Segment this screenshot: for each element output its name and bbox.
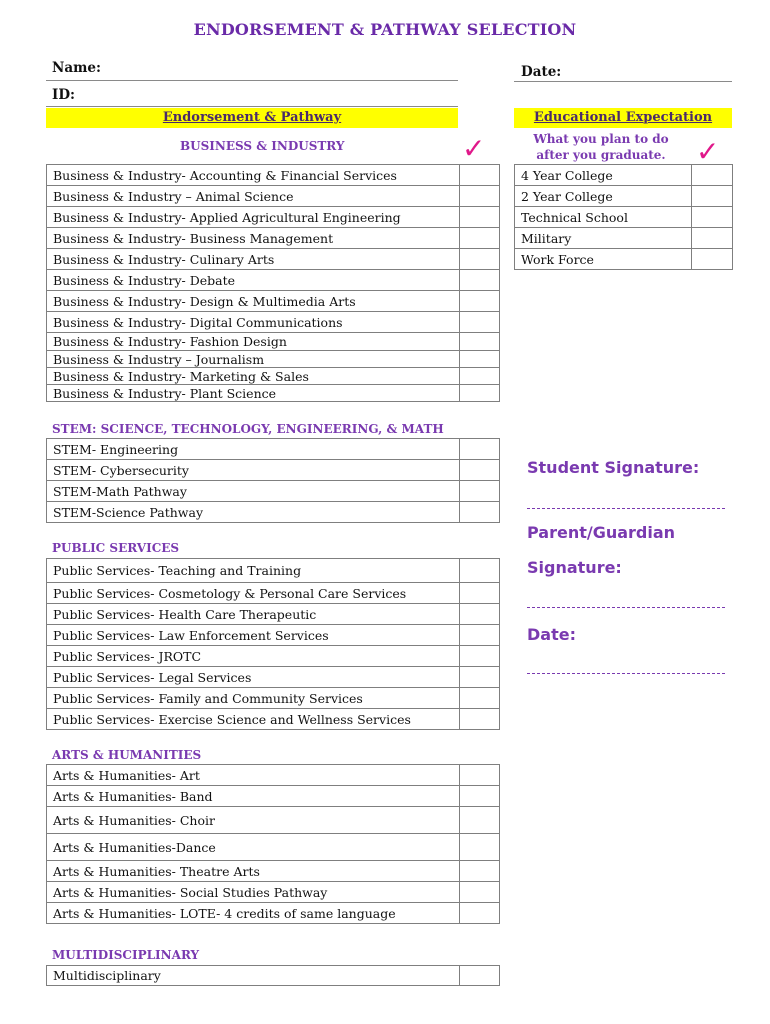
pathway-checkbox[interactable] xyxy=(460,625,500,646)
table-row xyxy=(47,807,500,834)
pathway-label: Public Services- Exercise Science and Wellness Services xyxy=(47,709,460,730)
pathway-checkbox[interactable] xyxy=(460,903,500,924)
signature-date-label: Date: xyxy=(527,625,576,644)
pathway-checkbox[interactable] xyxy=(460,583,500,604)
pathway-label: Business & Industry- Debate xyxy=(47,270,460,291)
parent-signature-label: Parent/Guardian xyxy=(527,523,676,542)
table-row xyxy=(47,786,500,807)
table-row xyxy=(515,186,733,207)
table-row xyxy=(515,165,733,186)
pathway-label: Business & Industry – Animal Science xyxy=(47,186,460,207)
pathway-checkbox[interactable] xyxy=(460,667,500,688)
table-row xyxy=(47,966,500,986)
expectation-label: Work Force xyxy=(515,249,692,270)
pathway-checkbox[interactable] xyxy=(460,807,500,834)
table-row xyxy=(47,559,500,583)
table-row xyxy=(47,667,500,688)
table-row xyxy=(47,834,500,861)
table-row xyxy=(47,481,500,502)
table-row xyxy=(47,186,500,207)
pathway-label: Business & Industry- Fashion Design xyxy=(47,333,460,351)
pathway-checkbox[interactable] xyxy=(460,186,500,207)
table-row xyxy=(47,688,500,709)
id-line[interactable] xyxy=(46,106,458,107)
expectation-subheading: What you plan to do after you graduate. xyxy=(533,132,669,162)
table-row xyxy=(47,765,500,786)
table-row xyxy=(47,460,500,481)
student-signature-line[interactable] xyxy=(527,508,725,509)
table-row xyxy=(47,333,500,351)
pathway-label: Arts & Humanities- Art xyxy=(47,765,460,786)
pathway-label: Public Services- Cosmetology & Personal Care Services xyxy=(47,583,460,604)
pathway-label: Business & Industry- Accounting & Financial Services xyxy=(47,165,460,186)
pathway-checkbox[interactable] xyxy=(460,559,500,583)
student-signature-label: Student Signature: xyxy=(527,458,700,477)
table-row xyxy=(47,270,500,291)
pathway-label: Arts & Humanities- Band xyxy=(47,786,460,807)
arts-table xyxy=(46,764,500,924)
table-row xyxy=(47,604,500,625)
pathway-label: Business & Industry- Business Management xyxy=(47,228,460,249)
pathway-checkbox[interactable] xyxy=(460,207,500,228)
pathway-label: Business & Industry- Digital Communications xyxy=(47,312,460,333)
pathway-checkbox[interactable] xyxy=(460,165,500,186)
pathway-checkbox[interactable] xyxy=(460,709,500,730)
pathway-checkbox[interactable] xyxy=(460,834,500,861)
pathway-label: Public Services- Legal Services xyxy=(47,667,460,688)
pathway-label: Multidisciplinary xyxy=(47,966,460,986)
pathway-checkbox[interactable] xyxy=(460,228,500,249)
table-row xyxy=(47,583,500,604)
pathway-label: STEM- Engineering xyxy=(47,439,460,460)
date-label: Date: xyxy=(521,64,562,80)
multidisciplinary-table xyxy=(46,965,500,986)
pathway-checkbox[interactable] xyxy=(460,351,500,368)
business-heading: BUSINESS & INDUSTRY xyxy=(180,139,345,153)
pathway-checkbox[interactable] xyxy=(460,481,500,502)
table-row xyxy=(515,228,733,249)
table-row xyxy=(515,249,733,270)
pathway-checkbox[interactable] xyxy=(460,270,500,291)
expectation-checkbox[interactable] xyxy=(692,186,733,207)
date-line[interactable] xyxy=(514,81,732,82)
business-table xyxy=(46,164,500,402)
pathway-checkbox[interactable] xyxy=(460,439,500,460)
pathway-label: Business & Industry- Applied Agricultural Engineering xyxy=(47,207,460,228)
pathway-label: STEM-Science Pathway xyxy=(47,502,460,523)
table-row xyxy=(47,385,500,402)
table-row xyxy=(47,646,500,667)
pathway-label: Business & Industry- Design & Multimedia Arts xyxy=(47,291,460,312)
expectation-checkbox[interactable] xyxy=(692,165,733,186)
table-row xyxy=(47,312,500,333)
pathway-checkbox[interactable] xyxy=(460,333,500,351)
pathway-label: Arts & Humanities- Theatre Arts xyxy=(47,861,460,882)
parent-signature-label-2: Signature: xyxy=(527,558,622,577)
pathway-label: Public Services- Family and Community Services xyxy=(47,688,460,709)
expectation-checkbox[interactable] xyxy=(692,249,733,270)
expectation-label: Military xyxy=(515,228,692,249)
arts-heading: ARTS & HUMANITIES xyxy=(52,748,202,762)
pathway-checkbox[interactable] xyxy=(460,460,500,481)
stem-heading: STEM: SCIENCE, TECHNOLOGY, ENGINEERING, & MATH xyxy=(52,422,444,436)
public-services-heading: PUBLIC SERVICES xyxy=(52,541,180,555)
name-line[interactable] xyxy=(46,80,458,81)
table-row xyxy=(47,291,500,312)
pathway-label: Arts & Humanities- Choir xyxy=(47,807,460,834)
expectation-header: Educational Expectation xyxy=(514,108,732,128)
table-row xyxy=(47,882,500,903)
pathway-label: Arts & Humanities-Dance xyxy=(47,834,460,861)
pathway-label: Business & Industry- Culinary Arts xyxy=(47,249,460,270)
pathway-checkbox[interactable] xyxy=(460,291,500,312)
pathway-label: Business & Industry – Journalism xyxy=(47,351,460,368)
table-row xyxy=(515,207,733,228)
pathway-checkbox[interactable] xyxy=(460,966,500,986)
name-label: Name: xyxy=(52,60,101,76)
pathway-label: Public Services- Health Care Therapeutic xyxy=(47,604,460,625)
expectation-label: 2 Year College xyxy=(515,186,692,207)
signature-date-line[interactable] xyxy=(527,673,725,674)
pathway-label: Public Services- Law Enforcement Services xyxy=(47,625,460,646)
table-row xyxy=(47,709,500,730)
pathway-checkbox[interactable] xyxy=(460,312,500,333)
pathway-checkbox[interactable] xyxy=(460,646,500,667)
table-row xyxy=(47,903,500,924)
table-row xyxy=(47,625,500,646)
public-services-table xyxy=(46,558,500,730)
table-row xyxy=(47,207,500,228)
pathway-label: Public Services- JROTC xyxy=(47,646,460,667)
page-title: ENDORSEMENT & PATHWAY SELECTION xyxy=(193,20,577,39)
pathway-label: Arts & Humanities- Social Studies Pathway xyxy=(47,882,460,903)
table-row xyxy=(47,861,500,882)
pathway-checkbox[interactable] xyxy=(460,502,500,523)
pathway-label: STEM- Cybersecurity xyxy=(47,460,460,481)
pathway-checkbox[interactable] xyxy=(460,882,500,903)
multidisciplinary-heading: MULTIDISCIPLINARY xyxy=(52,948,200,962)
pathway-label: Business & Industry- Marketing & Sales xyxy=(47,368,460,385)
pathway-label: STEM-Math Pathway xyxy=(47,481,460,502)
expectation-label: 4 Year College xyxy=(515,165,692,186)
expectation-checkbox[interactable] xyxy=(692,228,733,249)
table-row xyxy=(47,368,500,385)
expectation-label: Technical School xyxy=(515,207,692,228)
table-row xyxy=(47,228,500,249)
checkmark-icon: ✓ xyxy=(462,132,486,165)
pathway-checkbox[interactable] xyxy=(460,765,500,786)
table-row xyxy=(47,502,500,523)
checkmark-icon: ✓ xyxy=(696,135,720,168)
pathway-checkbox[interactable] xyxy=(460,368,500,385)
id-label: ID: xyxy=(52,87,76,103)
pathway-label: Arts & Humanities- LOTE- 4 credits of same language xyxy=(47,903,460,924)
pathway-checkbox[interactable] xyxy=(460,604,500,625)
table-row xyxy=(47,351,500,368)
expectation-table xyxy=(514,164,733,270)
endorsement-header: Endorsement & Pathway xyxy=(46,108,458,128)
table-row xyxy=(47,249,500,270)
table-row xyxy=(47,165,500,186)
pathway-checkbox[interactable] xyxy=(460,861,500,882)
pathway-checkbox[interactable] xyxy=(460,786,500,807)
table-row xyxy=(47,439,500,460)
pathway-label: Business & Industry- Plant Science xyxy=(47,385,460,402)
parent-signature-line[interactable] xyxy=(527,607,725,608)
expectation-checkbox[interactable] xyxy=(692,207,733,228)
pathway-label: Public Services- Teaching and Training xyxy=(47,559,460,583)
pathway-checkbox[interactable] xyxy=(460,688,500,709)
pathway-checkbox[interactable] xyxy=(460,385,500,402)
pathway-checkbox[interactable] xyxy=(460,249,500,270)
stem-table xyxy=(46,438,500,523)
